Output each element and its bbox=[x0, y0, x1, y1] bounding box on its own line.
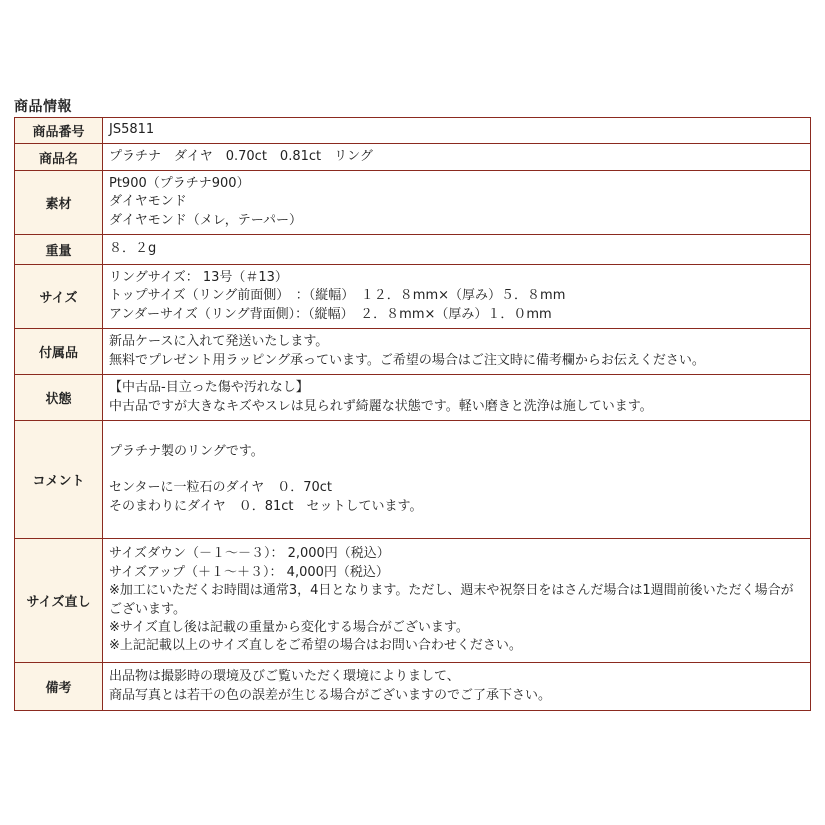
resize-note: ※上記記載以上のサイズ直しをご希望の場合はお問い合わせください。 bbox=[109, 638, 522, 654]
label-product-number: 商品番号 bbox=[15, 118, 103, 144]
material-line: Pt900（プラチナ900） bbox=[109, 175, 250, 191]
value-material bbox=[103, 171, 811, 235]
value-accessories bbox=[103, 329, 811, 375]
value-product-name bbox=[103, 144, 811, 171]
product-number-text: JS5811 bbox=[109, 122, 155, 138]
comment-blank-line bbox=[109, 461, 810, 479]
label-condition: 状態 bbox=[15, 375, 103, 421]
label-remarks: 備考 bbox=[15, 663, 103, 711]
label-material: 素材 bbox=[15, 171, 103, 235]
resize-note: ※加工にいただくお時間は通常3，4日となります。ただし、週末や祝祭日をはさんだ場合は1週間前後いただく場合がございます。 bbox=[109, 583, 794, 617]
value-product-number bbox=[103, 118, 811, 144]
label-size: サイズ bbox=[15, 265, 103, 329]
resize-line: サイズダウン（－１～－３）： 2,000円（税込） bbox=[109, 546, 390, 562]
comment-line: そのまわりにダイヤ ０．81ct セットしています。 bbox=[109, 498, 423, 514]
product-name-text: プラチナ ダイヤ 0.70ct 0.81ct リング bbox=[109, 148, 373, 164]
resize-line: サイズアップ（＋１～＋３）： 4,000円（税込） bbox=[109, 564, 389, 580]
label-comment: コメント bbox=[15, 421, 103, 539]
size-line: トップサイズ（リング前面側） ：（縦幅） １２．８mm×（厚み）５．８mm bbox=[109, 288, 566, 304]
row-weight bbox=[15, 235, 811, 265]
label-product-name: 商品名 bbox=[15, 144, 103, 171]
comment-line: センターに一粒石のダイヤ ０．70ct bbox=[109, 480, 333, 496]
label-accessories: 付属品 bbox=[15, 329, 103, 375]
row-resize bbox=[15, 539, 811, 663]
row-product-name bbox=[15, 144, 811, 171]
size-line: アンダーサイズ（リング背面側）：（縦幅） ２．８mm×（厚み）１．０mm bbox=[109, 306, 552, 322]
comment-blank-line bbox=[109, 516, 810, 534]
value-weight bbox=[103, 235, 811, 265]
value-size bbox=[103, 265, 811, 329]
row-size bbox=[15, 265, 811, 329]
condition-line: 【中古品-目立った傷や汚れなし】 bbox=[109, 380, 309, 396]
material-line: ダイヤモンド bbox=[109, 194, 187, 210]
row-accessories bbox=[15, 329, 811, 375]
section-title: 商品情報 bbox=[14, 99, 72, 115]
label-resize: サイズ直し bbox=[15, 539, 103, 663]
row-comment bbox=[15, 421, 811, 539]
value-comment bbox=[103, 421, 811, 539]
value-resize bbox=[103, 539, 811, 663]
row-remarks bbox=[15, 663, 811, 711]
row-condition bbox=[15, 375, 811, 421]
label-weight: 重量 bbox=[15, 235, 103, 265]
remarks-line: 出品物は撮影時の環境及びご覧いただく環境によりまして、 bbox=[109, 669, 460, 685]
size-line: リングサイズ： 13号（＃13） bbox=[109, 269, 288, 285]
resize-note: ※サイズ直し後は記載の重量から変化する場合がございます。 bbox=[109, 619, 469, 635]
comment-line: プラチナ製のリングです。 bbox=[109, 443, 264, 459]
weight-text: ８．２g bbox=[109, 241, 157, 257]
condition-line: 中古品ですが大きなキズやスレは見られず綺麗な状態です。軽い磨きと洗浄は施しています。 bbox=[109, 398, 653, 414]
value-condition bbox=[103, 375, 811, 421]
row-material bbox=[15, 171, 811, 235]
row-product-number bbox=[15, 118, 811, 144]
value-remarks bbox=[103, 663, 811, 711]
accessories-line: 新品ケースに入れて発送いたします。 bbox=[109, 334, 329, 350]
material-line: ダイヤモンド（メレ，テーパー） bbox=[109, 212, 303, 228]
product-info-table bbox=[14, 117, 811, 711]
comment-blank-line bbox=[109, 425, 810, 443]
accessories-line: 無料でプレゼント用ラッピング承っています。ご希望の場合はご注文時に備考欄からお伝えください。 bbox=[109, 352, 705, 368]
remarks-line: 商品写真とは若干の色の誤差が生じる場合がございますのでご了承下さい。 bbox=[109, 687, 552, 703]
